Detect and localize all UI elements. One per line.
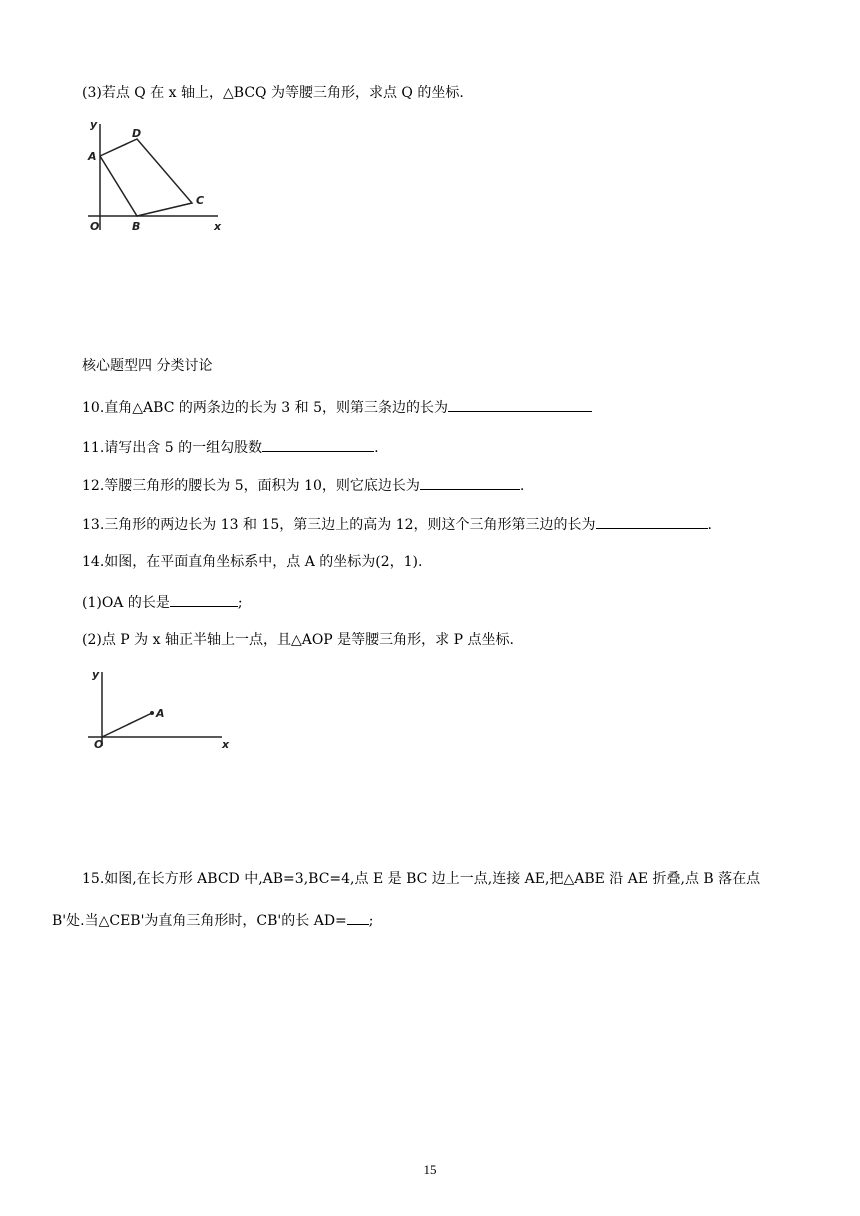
point-a-label: A xyxy=(88,150,97,163)
question-14-part-1-answer-blank[interactable] xyxy=(170,592,238,607)
question-11-text: 11.请写出含 5 的一组勾股数 xyxy=(82,440,263,456)
question-15-line-2 xyxy=(52,910,374,930)
segment-oa xyxy=(102,713,152,737)
point-a-dot xyxy=(150,711,154,715)
point-a-label: A xyxy=(156,707,165,720)
origin-label: O xyxy=(94,738,104,751)
question-10-text: 10.直角△ABC 的两条边的长为 3 和 5，则第三条边的长为 xyxy=(82,400,449,416)
figure-segment-oa xyxy=(82,666,242,756)
question-14-part-1-tail: ; xyxy=(237,595,243,611)
page-number: 15 xyxy=(423,1162,437,1177)
question-14-part-2: (2)点 P 为 x 轴正半轴上一点，且△AOP 是等腰三角形，求 P 点坐标. xyxy=(82,632,514,648)
question-11-answer-blank[interactable] xyxy=(262,437,374,452)
question-14-part-1-text: (1)OA 的长是 xyxy=(82,595,170,611)
y-axis-label: y xyxy=(92,668,100,681)
quadrilateral-outline xyxy=(100,139,192,216)
question-15-line-1: 15.如图,在长方形 ABCD 中,AB=3,BC=4,点 E 是 BC 边上一点,连接 AE,把△ABE 沿 AE 折叠,点 B 落在点 xyxy=(82,871,761,887)
question-12-text: 12.等腰三角形的腰长为 5，面积为 10，则它底边长为 xyxy=(82,478,420,494)
question-14: 14.如图，在平面直角坐标系中，点 A 的坐标为(2，1). xyxy=(82,554,423,570)
question-12-answer-blank[interactable] xyxy=(420,475,520,490)
question-13 xyxy=(82,514,712,534)
point-b-label: B xyxy=(132,220,141,233)
section-title: 核心题型四 分类讨论 xyxy=(82,358,213,374)
question-13-answer-blank[interactable] xyxy=(596,514,708,529)
question-12-tail: . xyxy=(519,478,525,494)
question-10-answer-blank[interactable] xyxy=(448,397,592,412)
origin-label: O xyxy=(90,220,100,233)
question-15-tail: ; xyxy=(368,913,374,929)
y-axis-label: y xyxy=(90,118,98,131)
point-d-label: D xyxy=(132,127,142,140)
x-axis-label: x xyxy=(214,220,222,233)
x-axis-label: x xyxy=(222,738,230,751)
point-c-label: C xyxy=(196,194,205,207)
question-14-part-1 xyxy=(82,592,243,612)
question-10 xyxy=(82,397,592,417)
figure-quadrilateral-abcd xyxy=(82,118,242,238)
question-13-tail: . xyxy=(707,517,712,533)
question-13-text: 13.三角形的两边长为 13 和 15，第三边上的高为 12，则这个三角形第三边的长为 xyxy=(82,517,596,533)
question-11 xyxy=(82,437,379,457)
question-12 xyxy=(82,475,524,495)
question-11-tail: . xyxy=(374,440,379,456)
question-15-text: B'处.当△CEB'为直角三角形时，CB'的长 AD= xyxy=(52,913,347,929)
question-15-answer-blank[interactable] xyxy=(347,910,369,925)
question-9-part-3: (3)若点 Q 在 x 轴上，△BCQ 为等腰三角形，求点 Q 的坐标. xyxy=(82,85,464,101)
